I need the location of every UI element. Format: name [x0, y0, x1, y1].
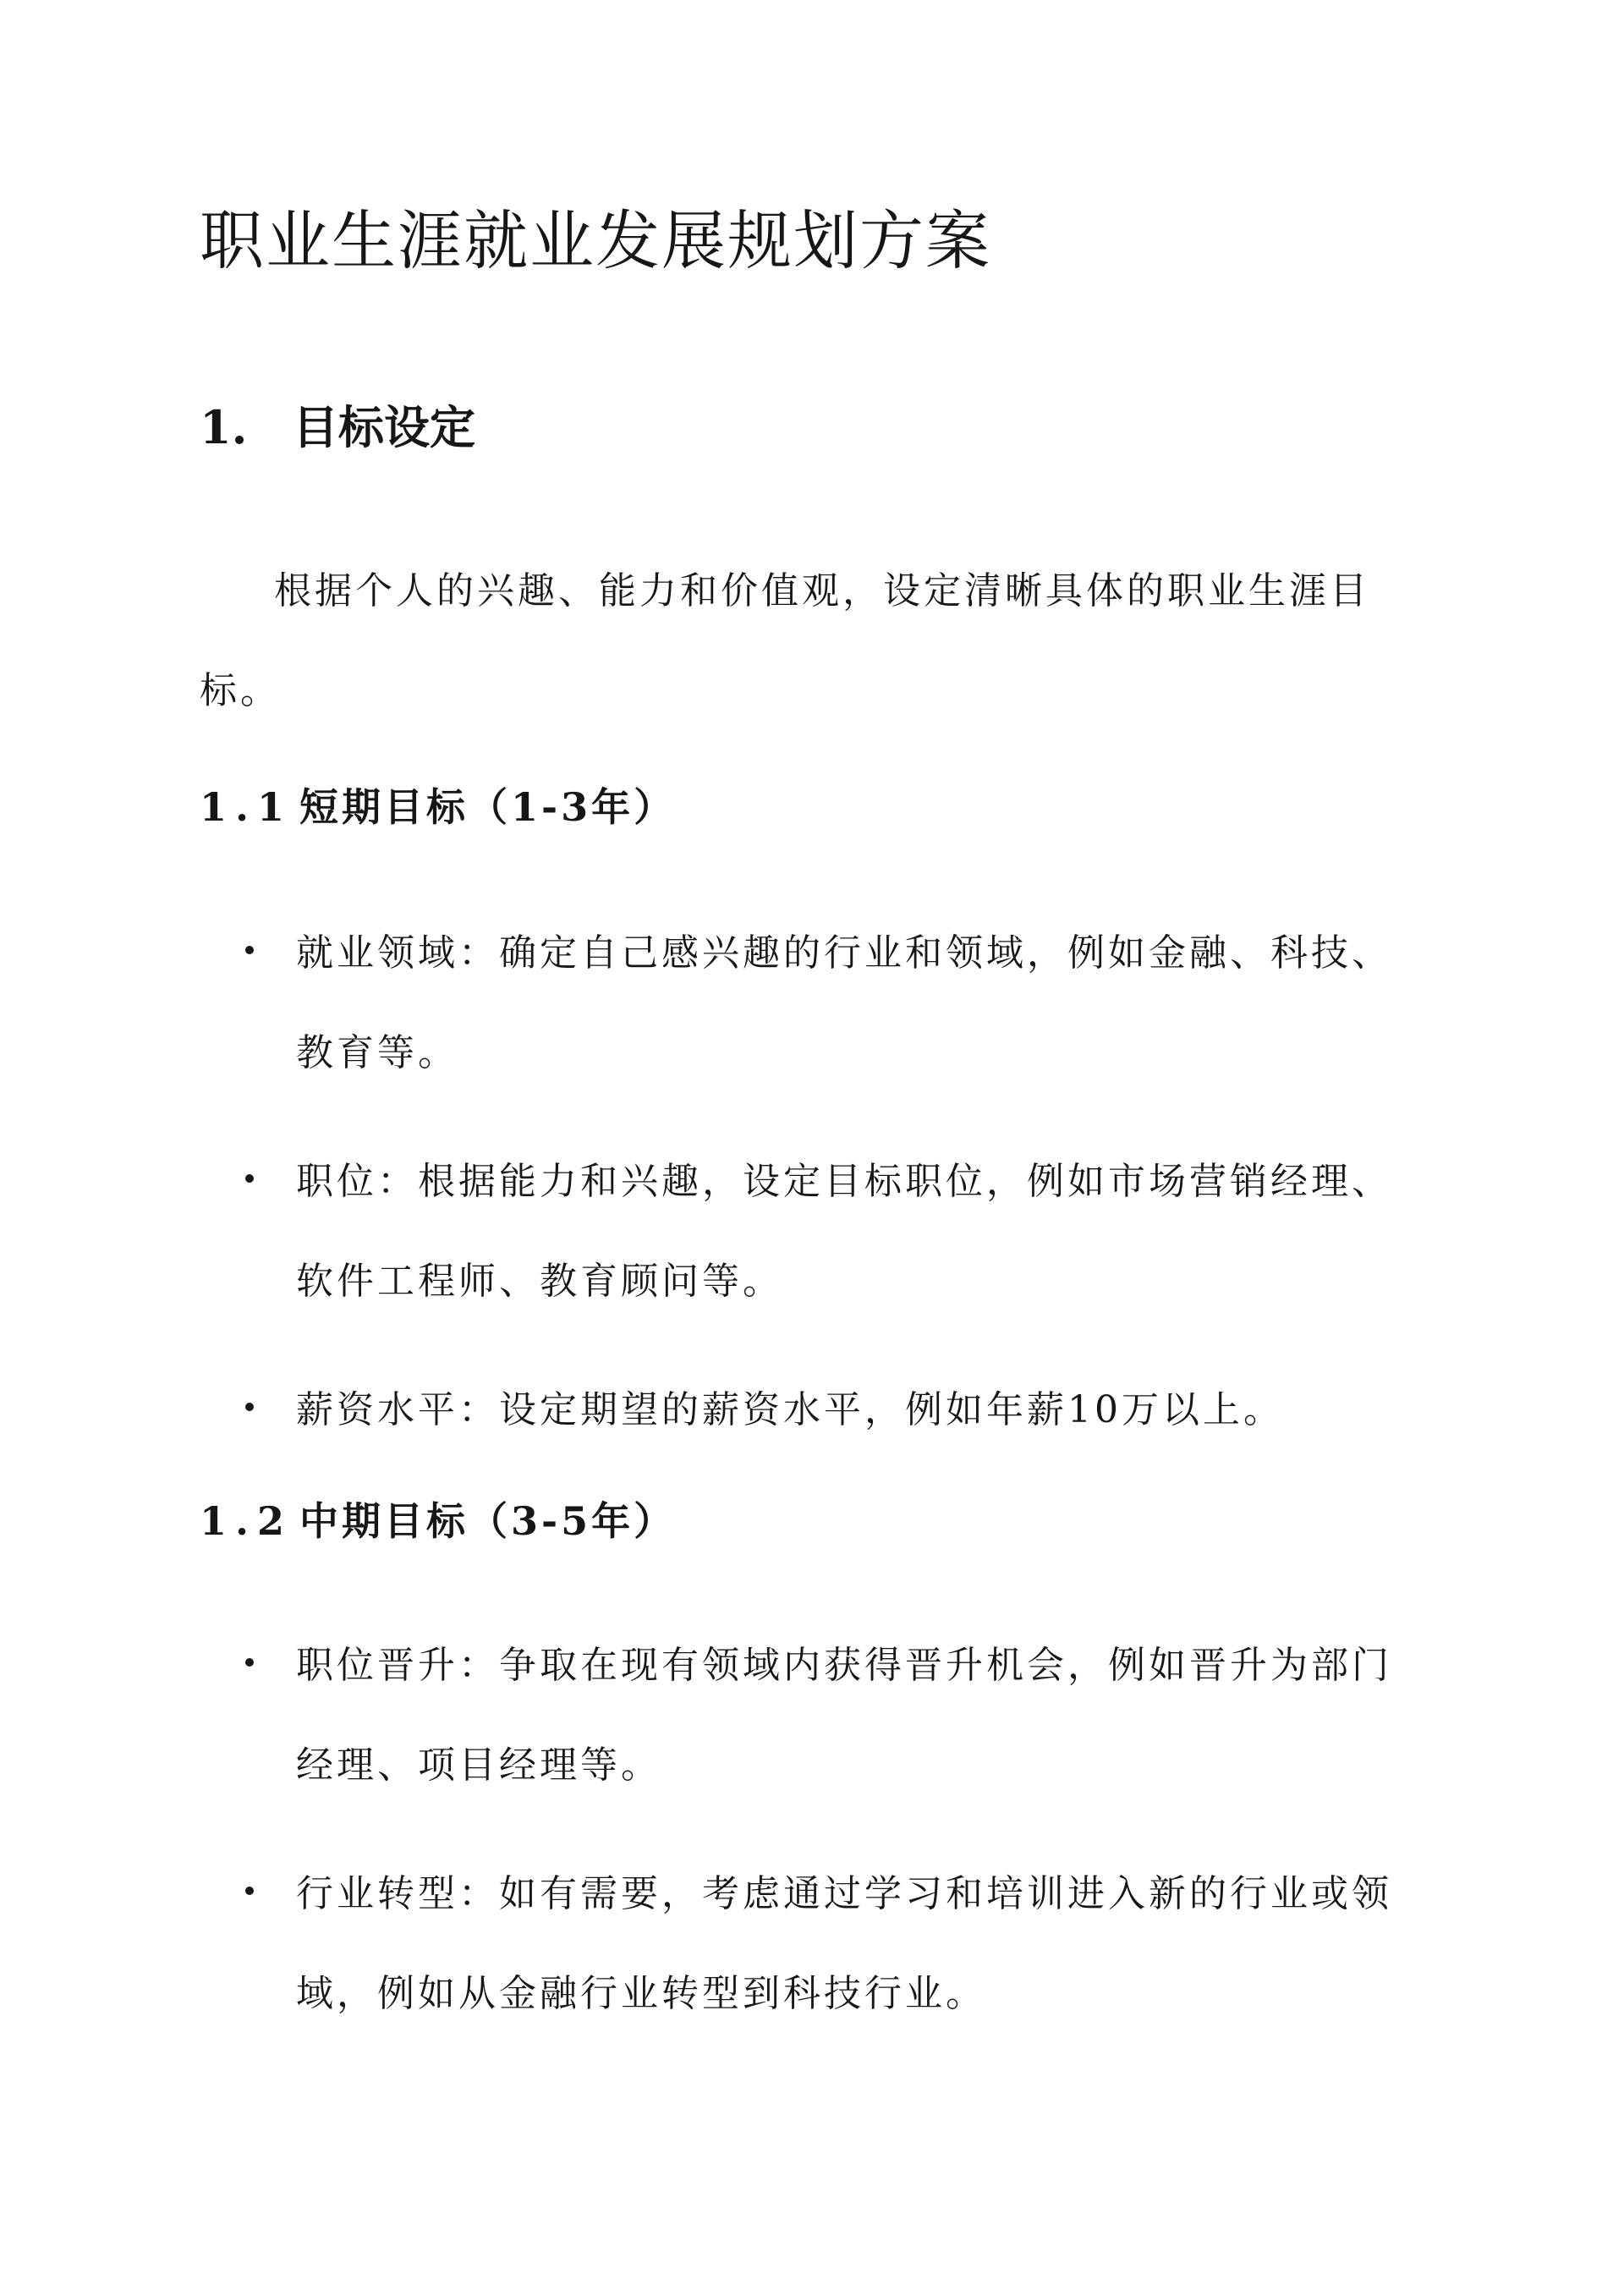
item-text: 争取在现有领域内获得晋升机会，例如晋升为部门经理、项目经理等。: [296, 1644, 1392, 1787]
subsection-title: 中期目标（3-5年）: [299, 1498, 677, 1544]
section-heading: [200, 398, 475, 457]
item-text: 根据能力和兴趣，设定目标职位，例如市场营销经理、软件工程师、教育顾问等。: [296, 1160, 1392, 1303]
bullet-icon: [245, 1887, 254, 1895]
subsection-number: 1.2: [200, 1498, 294, 1544]
section-number: 1.: [200, 400, 248, 454]
list-item: [245, 1132, 1429, 1332]
list-item: [245, 1844, 1429, 2044]
bullet-icon: [245, 946, 254, 954]
list-item: [245, 1360, 1429, 1460]
mid-term-goal-list: [245, 1616, 1429, 2073]
bullet-icon: [245, 1174, 254, 1183]
item-label: 职位：: [296, 1160, 418, 1203]
item-label: 薪资水平：: [296, 1388, 499, 1431]
item-text: 如有需要，考虑通过学习和培训进入新的行业或领域，例如从金融行业转型到科技行业。: [296, 1872, 1392, 2015]
item-label: 职位晋升：: [296, 1644, 499, 1687]
list-item: [245, 904, 1429, 1103]
item-label: 行业转型：: [296, 1872, 499, 1915]
item-text: 设定期望的薪资水平，例如年薪10万以上。: [499, 1388, 1284, 1431]
short-term-goal-list: [245, 904, 1429, 1489]
section-title: 目标设定: [293, 400, 475, 454]
bullet-icon: [245, 1658, 254, 1667]
item-text: 确定自己感兴趣的行业和领域，例如金融、科技、教育等。: [296, 931, 1392, 1074]
list-item: [245, 1616, 1429, 1815]
bullet-icon: [245, 1403, 254, 1411]
subsection-heading-short-term: [200, 782, 676, 832]
subsection-heading-mid-term: [200, 1496, 676, 1546]
subsection-title: 短期目标（1-3年）: [299, 784, 677, 830]
subsection-number: 1.1: [200, 784, 294, 830]
document-title: 职业生涯就业发展规划方案: [200, 203, 991, 278]
item-label: 就业领域：: [296, 931, 499, 975]
section-intro-paragraph: 根据个人的兴趣、能力和价值观，设定清晰具体的职业生涯目标。: [200, 569, 1370, 712]
